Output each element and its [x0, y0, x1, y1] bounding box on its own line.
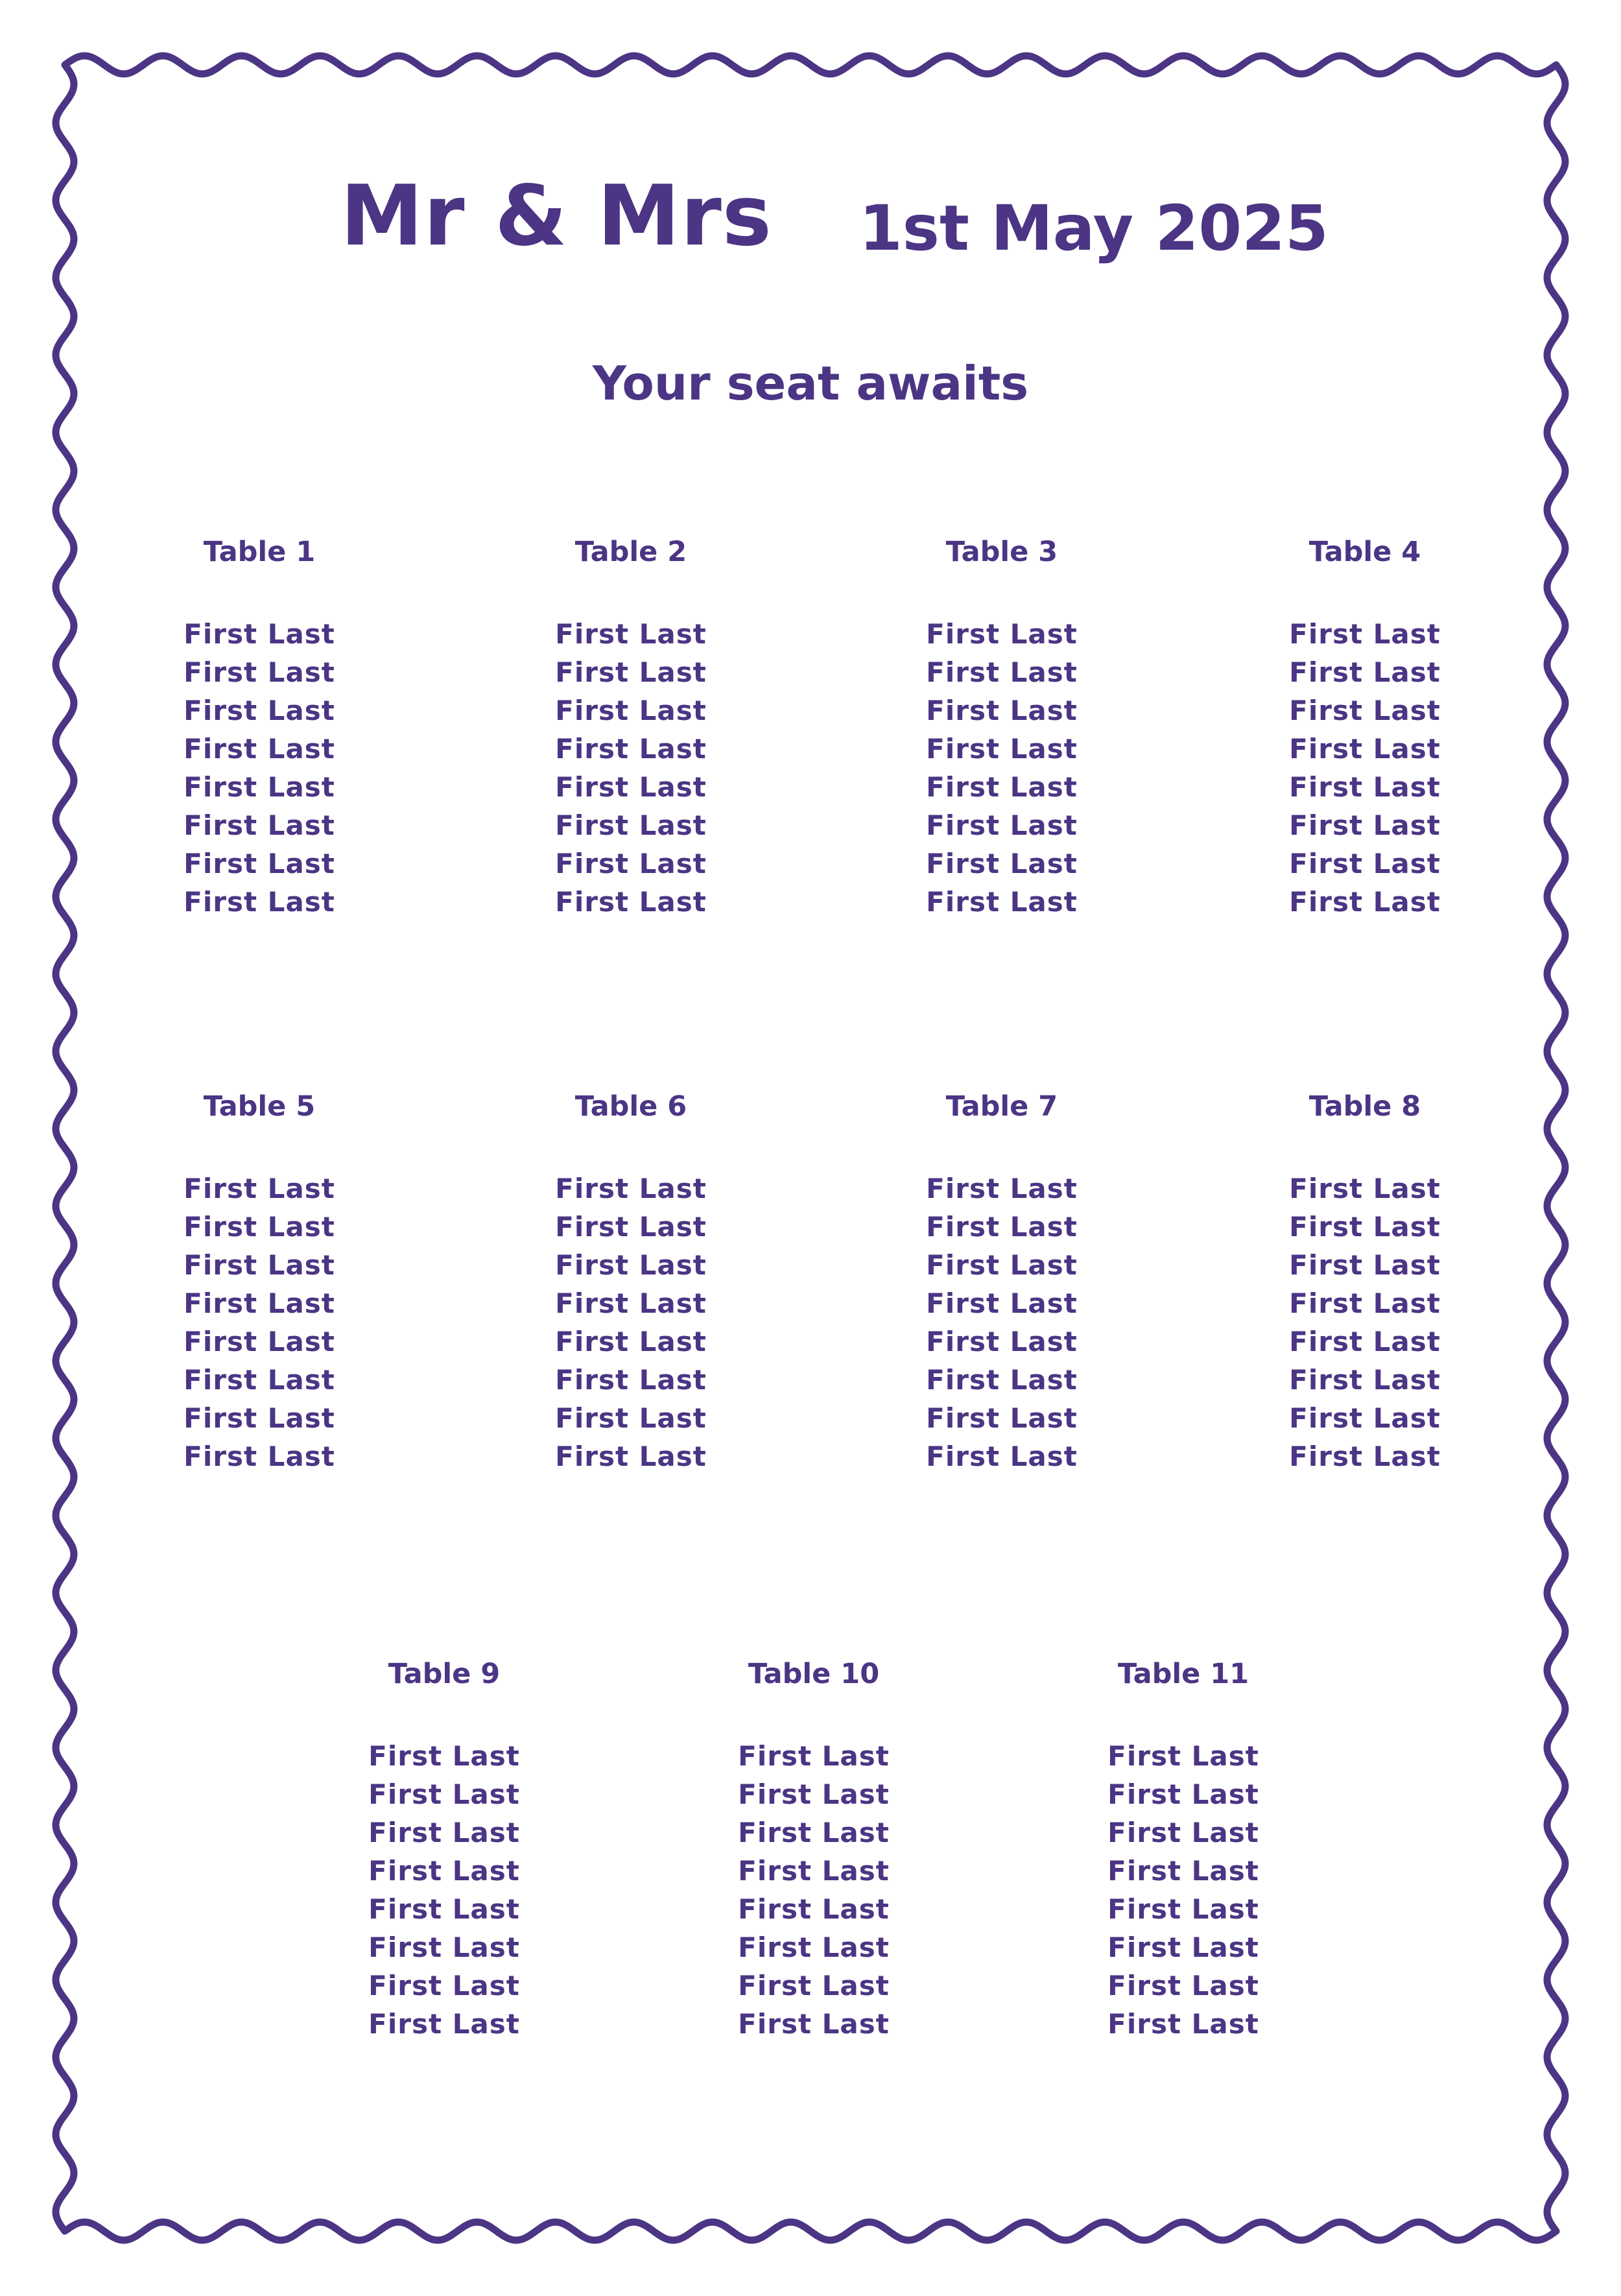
guest-name: First Last — [926, 1287, 1078, 1319]
guest-name: First Last — [738, 1970, 890, 2002]
guest-name: First Last — [183, 695, 335, 726]
guest-name: First Last — [1107, 1740, 1259, 1772]
guest-name: First Last — [1289, 848, 1441, 879]
table-block-10 — [665, 1660, 963, 2043]
guest-name: First Last — [183, 656, 335, 688]
guest-name: First Last — [926, 1441, 1078, 1472]
guest-name: First Last — [926, 886, 1078, 918]
guest-name: First Last — [555, 733, 707, 765]
guest-name: First Last — [555, 771, 707, 803]
guest-name: First Last — [1289, 1402, 1441, 1434]
guest-name: First Last — [368, 1740, 520, 1772]
guest-name: First Last — [1289, 1249, 1441, 1281]
guest-name: First Last — [368, 1778, 520, 1810]
guest-name: First Last — [368, 1855, 520, 1887]
table-title: Table 4 — [1308, 536, 1421, 568]
guest-name: First Last — [183, 733, 335, 765]
guest-name: First Last — [368, 1817, 520, 1848]
table-block-2 — [482, 538, 780, 921]
guest-name: First Last — [183, 771, 335, 803]
guest-name: First Last — [1289, 733, 1441, 765]
guest-name: First Last — [555, 848, 707, 879]
guest-name: First Last — [926, 1173, 1078, 1204]
guest-name: First Last — [1107, 2008, 1259, 2040]
guest-name: First Last — [1289, 618, 1441, 650]
guest-name: First Last — [555, 886, 707, 918]
table-block-3 — [853, 538, 1151, 921]
table-block-6 — [482, 1090, 780, 1476]
guest-name: First Last — [183, 1287, 335, 1319]
guest-name: First Last — [183, 1173, 335, 1204]
table-block-7 — [853, 1090, 1151, 1476]
table-block-4 — [1216, 538, 1514, 921]
guest-name: First Last — [926, 695, 1078, 726]
guest-name: First Last — [926, 771, 1078, 803]
guest-name: First Last — [1289, 1441, 1441, 1472]
guest-name: First Last — [738, 1740, 890, 1772]
guest-name: First Last — [738, 1817, 890, 1848]
guest-name: First Last — [183, 1326, 335, 1357]
guest-name: First Last — [1289, 1211, 1441, 1243]
guest-name: First Last — [368, 1931, 520, 1963]
table-block-5 — [110, 1090, 408, 1476]
table-title: Table 8 — [1308, 1090, 1421, 1123]
guest-name: First Last — [1289, 1287, 1441, 1319]
guest-name: First Last — [926, 1326, 1078, 1357]
guest-name: First Last — [555, 695, 707, 726]
table-block-11 — [1034, 1660, 1332, 2043]
guest-name: First Last — [555, 656, 707, 688]
wedding-date: 1st May 2025 — [859, 192, 1329, 265]
guest-name: First Last — [926, 1364, 1078, 1396]
guest-name: First Last — [1289, 695, 1441, 726]
guest-name: First Last — [1107, 1970, 1259, 2002]
guest-name: First Last — [738, 1893, 890, 1925]
guest-name: First Last — [555, 1402, 707, 1434]
guest-name: First Last — [183, 809, 335, 841]
guest-name: First Last — [1107, 1855, 1259, 1887]
guest-name: First Last — [183, 618, 335, 650]
table-title: Table 11 — [1117, 1658, 1249, 1690]
table-block-8 — [1216, 1090, 1514, 1476]
couple-title: Mr & Mrs — [340, 168, 772, 265]
guest-name: First Last — [1289, 1364, 1441, 1396]
guest-name: First Last — [1107, 1893, 1259, 1925]
guest-name: First Last — [926, 1402, 1078, 1434]
table-title: Table 2 — [574, 536, 687, 568]
guest-name: First Last — [183, 1402, 335, 1434]
guest-name: First Last — [1289, 1173, 1441, 1204]
guest-name: First Last — [926, 656, 1078, 688]
guest-name: First Last — [368, 2008, 520, 2040]
guest-name: First Last — [738, 1778, 890, 1810]
guest-name: First Last — [183, 886, 335, 918]
table-title: Table 1 — [203, 536, 316, 568]
guest-name: First Last — [926, 1249, 1078, 1281]
guest-name: First Last — [555, 809, 707, 841]
guest-name: First Last — [738, 2008, 890, 2040]
table-title: Table 7 — [945, 1090, 1058, 1123]
guest-name: First Last — [1107, 1817, 1259, 1848]
guest-name: First Last — [1289, 809, 1441, 841]
guest-name: First Last — [738, 1931, 890, 1963]
guest-name: First Last — [738, 1855, 890, 1887]
guest-name: First Last — [1107, 1931, 1259, 1963]
tagline: Your seat awaits — [592, 356, 1029, 411]
guest-name: First Last — [183, 1211, 335, 1243]
guest-name: First Last — [183, 848, 335, 879]
guest-name: First Last — [1289, 1326, 1441, 1357]
guest-name: First Last — [368, 1893, 520, 1925]
table-block-9 — [295, 1660, 593, 2043]
guest-name: First Last — [1289, 656, 1441, 688]
guest-name: First Last — [555, 1173, 707, 1204]
guest-name: First Last — [1107, 1778, 1259, 1810]
guest-name: First Last — [555, 1287, 707, 1319]
guest-name: First Last — [183, 1441, 335, 1472]
guest-name: First Last — [926, 1211, 1078, 1243]
guest-name: First Last — [555, 1249, 707, 1281]
guest-name: First Last — [926, 809, 1078, 841]
table-title: Table 6 — [574, 1090, 687, 1123]
guest-name: First Last — [183, 1249, 335, 1281]
table-title: Table 3 — [945, 536, 1058, 568]
guest-name: First Last — [555, 1211, 707, 1243]
guest-name: First Last — [1289, 886, 1441, 918]
guest-name: First Last — [183, 1364, 335, 1396]
table-block-1 — [110, 538, 408, 921]
guest-name: First Last — [926, 618, 1078, 650]
guest-name: First Last — [555, 1364, 707, 1396]
table-title: Table 5 — [203, 1090, 316, 1123]
guest-name: First Last — [926, 848, 1078, 879]
table-title: Table 9 — [388, 1658, 501, 1690]
guest-name: First Last — [555, 618, 707, 650]
guest-name: First Last — [1289, 771, 1441, 803]
guest-name: First Last — [368, 1970, 520, 2002]
guest-name: First Last — [926, 733, 1078, 765]
guest-name: First Last — [555, 1441, 707, 1472]
guest-name: First Last — [555, 1326, 707, 1357]
table-title: Table 10 — [748, 1658, 880, 1690]
